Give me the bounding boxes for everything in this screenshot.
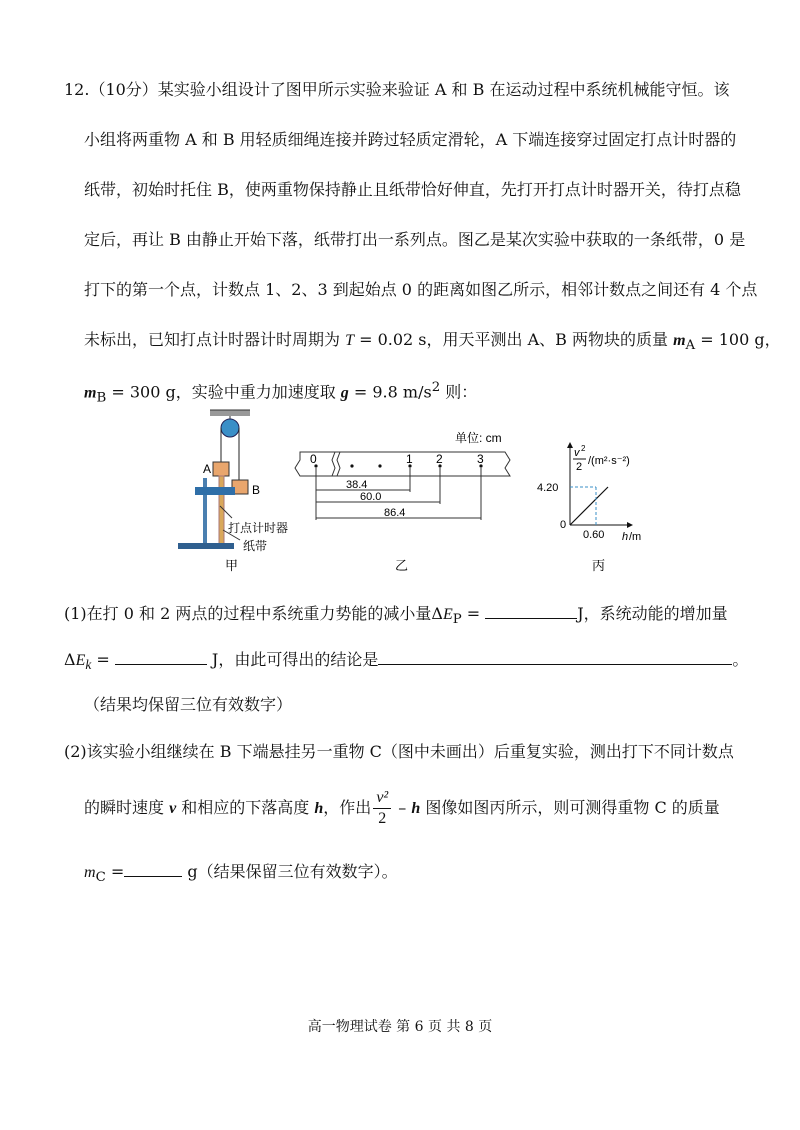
unit-label: 单位: cm	[455, 431, 502, 445]
dot-b	[378, 464, 381, 467]
graph-line	[570, 487, 608, 525]
stand-base	[178, 543, 234, 549]
label-a: A	[203, 462, 212, 476]
answer-blank-ek[interactable]	[115, 648, 207, 665]
part2-line-1: (2)该实验小组继续在 B 下端悬挂另一重物 C（图中未画出）后重复实验，测出打下不同计数点	[64, 742, 734, 761]
y-label-unit: /(m²·s⁻²)	[588, 455, 630, 467]
question-line-7: $m_B = 300$ g，实验中重力加速度取 g = 9.8 $m/s^2$ 则：	[84, 380, 478, 406]
part2-line-3: $m_C = g$（结果保留三位有效数字）。	[84, 862, 398, 886]
question-line-1: 12.（10分）某实验小组设计了图甲所示实验来验证 A 和 B 在运动过程中系统机械能守恒。该	[64, 80, 730, 99]
point-3: 3	[477, 452, 484, 466]
point-1: 1	[406, 452, 413, 466]
distance-2: 60.0	[360, 491, 382, 503]
y-label-num: v	[574, 447, 580, 459]
question-line-2: 小组将两重物 A 和 B 用轻质细绳连接并跨过轻质定滑轮，A 下端连接穿过固定打点计时器的	[84, 130, 737, 149]
x-label: h	[622, 531, 629, 543]
pulley	[221, 419, 239, 437]
tape-break-2	[337, 452, 340, 476]
question-line-3: 纸带，初始时托住 B，使两重物保持静止且纸带恰好伸直，先打开打点计时器开关，待打点稳	[84, 180, 741, 199]
page-footer: 高一物理试卷 第 6 页 共 8 页	[307, 1019, 493, 1035]
x-tick: 0.60	[583, 529, 605, 541]
y-tick: 4.20	[537, 482, 559, 494]
label-b: B	[252, 483, 261, 497]
caption-bing: 丙	[592, 558, 606, 573]
caption-yi: 乙	[395, 558, 409, 573]
part1-line-1: (1)在打 0 和 2 两点的过程中系统重力势能的减小量$\Delta E_P = J$，系统动能的增加量	[64, 604, 728, 628]
question-line-4: 定后，再让 B 由静止开始下落，纸带打出一系列点。图乙是某次实验中获取的一条纸带，0 是	[84, 230, 746, 249]
part1-note: （结果均保留三位有效数字）	[84, 695, 293, 714]
question-line-6: 未标出，已知打点计时器计时周期为 T = 0.02 s，用天平测出 A、B 两物块的质量 $m_A = 100$ g，	[84, 330, 781, 354]
dot-a	[350, 464, 353, 467]
label-tape: 纸带	[243, 539, 268, 553]
mass-a	[213, 462, 229, 476]
label-timer: 打点计时器	[228, 521, 289, 535]
answer-blank-conclusion[interactable]	[378, 648, 732, 665]
x-label-unit: /m	[629, 531, 642, 543]
tape	[219, 476, 224, 546]
part2-line-2: 的瞬时速度 v 和相应的下落高度 h，作出 $\frac{\text{v²}}{2}$ – h 图像如图丙所示，则可测得重物 C 的质量	[84, 789, 720, 827]
figure-jia	[178, 410, 288, 573]
ceiling	[210, 410, 250, 416]
part1-line-2: $\Delta E_k = J$，由此可得出的结论是 。	[64, 650, 749, 673]
distance-1: 38.4	[346, 479, 368, 491]
figure-bing	[537, 442, 641, 573]
distance-3: 86.4	[384, 507, 406, 519]
tape-break-1	[332, 452, 335, 476]
figure-yi	[295, 431, 510, 573]
timer	[195, 487, 235, 495]
question-line-5: 打下的第一个点，计数点 1、2、3 到起始点 0 的距离如图乙所示，相邻计数点之间还有 4 个点	[84, 280, 758, 299]
answer-blank-mc[interactable]	[124, 860, 182, 877]
figures	[0, 400, 800, 590]
point-2: 2	[436, 452, 443, 466]
y-label-sup: 2	[581, 444, 586, 453]
point-0: 0	[310, 452, 317, 466]
answer-blank-ep[interactable]	[485, 602, 577, 619]
y-label-den: 2	[576, 461, 583, 473]
origin: 0	[560, 519, 567, 531]
fraction-v2-over-2: $\frac{\text{v²}}{2}$	[373, 788, 391, 829]
caption-jia: 甲	[225, 558, 239, 573]
